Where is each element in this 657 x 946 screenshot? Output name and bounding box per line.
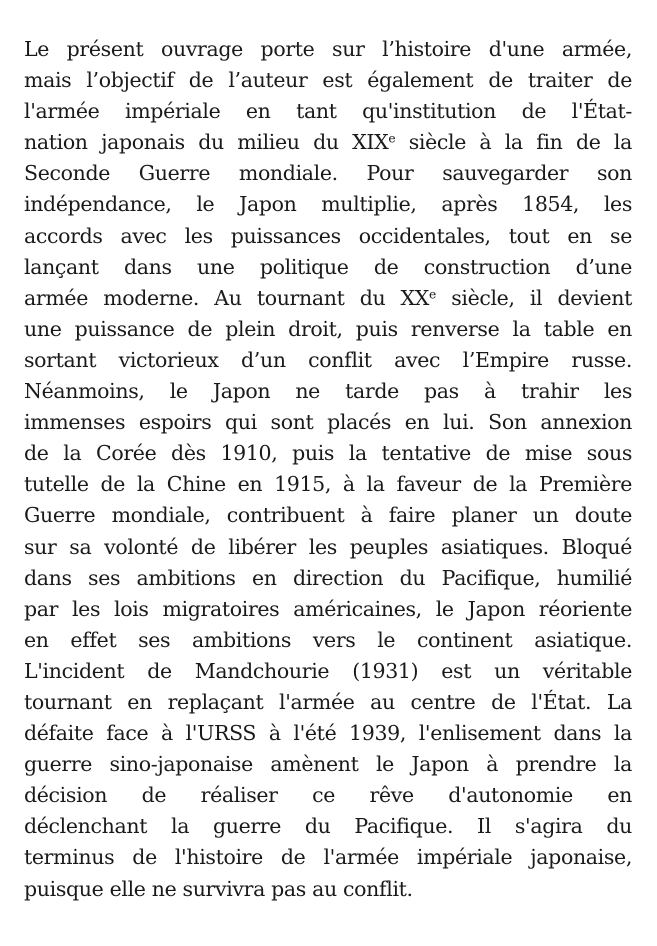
text-line [24,65,632,96]
text-line-content: accords avec les puissances occidentales, tout en se [24,223,632,248]
text-line [24,780,632,811]
text-line-content: terminus de l'histoire de l'armée impériale japonaise, [24,845,632,870]
text-line-content: défaite face à l'URSS à l'été 1939, l'enlisement dans la [24,721,632,746]
text-line-content: Le présent ouvrage porte sur l’histoire d'une armée, [24,37,632,61]
text-line [24,221,632,252]
text-line [24,656,632,687]
text-line-content: en effet ses ambitions vers le continent asiatique. [24,627,632,652]
text-line-content: tutelle de la Chine en 1915, à la faveur de la Première [24,472,632,497]
text-line [24,718,632,749]
text-line-content: tournant en replaçant l'armée au centre de l'État. La [24,689,632,714]
text-line-content: décision de réaliser ce rêve d'autonomie en [24,783,632,808]
text-line-content: nation japonais du milieu du XIX [24,130,389,155]
text-line [24,500,632,531]
text-line [24,127,632,158]
text-line-content: indépendance, le Japon multiplie, après 1854, les [24,192,632,217]
superscript: e [388,131,396,146]
text-line [24,376,632,407]
text-line-content: Guerre mondiale, contribuent à faire planer un doute [24,503,632,528]
text-line-content: L'incident de Mandchourie (1931) est un véritable [24,658,632,683]
text-line [24,158,632,189]
text-line-content: puisque elle ne survivra pas au conflit. [24,876,413,901]
text-line-content: sur sa volonté de libérer les peuples asiatiques. Bloqué [24,534,632,559]
text-line [24,687,632,718]
text-line-content: mais l’objectif de l’auteur est également de traiter de [24,68,632,93]
text-line-content: déclenchant la guerre du Pacifique. Il s'agira du [24,814,632,839]
text-line-content: par les lois migratoires américaines, le Japon réoriente [24,596,632,621]
text-line-content: l'armée impériale en tant qu'institution de l'État- [24,99,632,124]
text-line [24,842,632,873]
text-line-content: lançant dans une politique de construction d’une [24,254,632,279]
text-line [24,283,632,314]
text-line [24,749,632,780]
text-line [24,314,632,345]
body-paragraph [24,34,632,905]
text-line [24,345,632,376]
text-line-content: Néanmoins, le Japon ne tarde pas à trahir les [24,379,632,404]
text-line [24,438,632,469]
text-line [24,625,632,656]
text-line [24,96,632,127]
text-line-content: siècle, il devient [435,285,632,310]
document-page [24,34,632,905]
text-line [24,594,632,625]
text-line [24,34,632,65]
text-line [24,874,632,905]
text-line [24,811,632,842]
text-line-content: Seconde Guerre mondiale. Pour sauvegarder son [24,161,632,186]
text-line-content: de la Corée dès 1910, puis la tentative de mise sous [24,441,632,466]
text-line [24,532,632,563]
text-line-content: sortant victorieux d’un conflit avec l’Empire russe. [24,347,632,372]
text-line [24,252,632,283]
text-line [24,189,632,220]
text-line [24,469,632,500]
text-line-content: une puissance de plein droit, puis renverse la table en [24,316,632,341]
text-line-content: immenses espoirs qui sont placés en lui. Son annexion [24,410,632,435]
text-line [24,563,632,594]
text-line-content: siècle à la fin de la [395,130,632,155]
text-line [24,407,632,438]
superscript: e [429,287,436,301]
text-line-content: dans ses ambitions en direction du Pacifique, humilié [24,565,632,590]
text-line-content: armée moderne. Au tournant du XX [24,285,430,310]
text-line-content: guerre sino-japonaise amènent le Japon à prendre la [24,752,632,777]
